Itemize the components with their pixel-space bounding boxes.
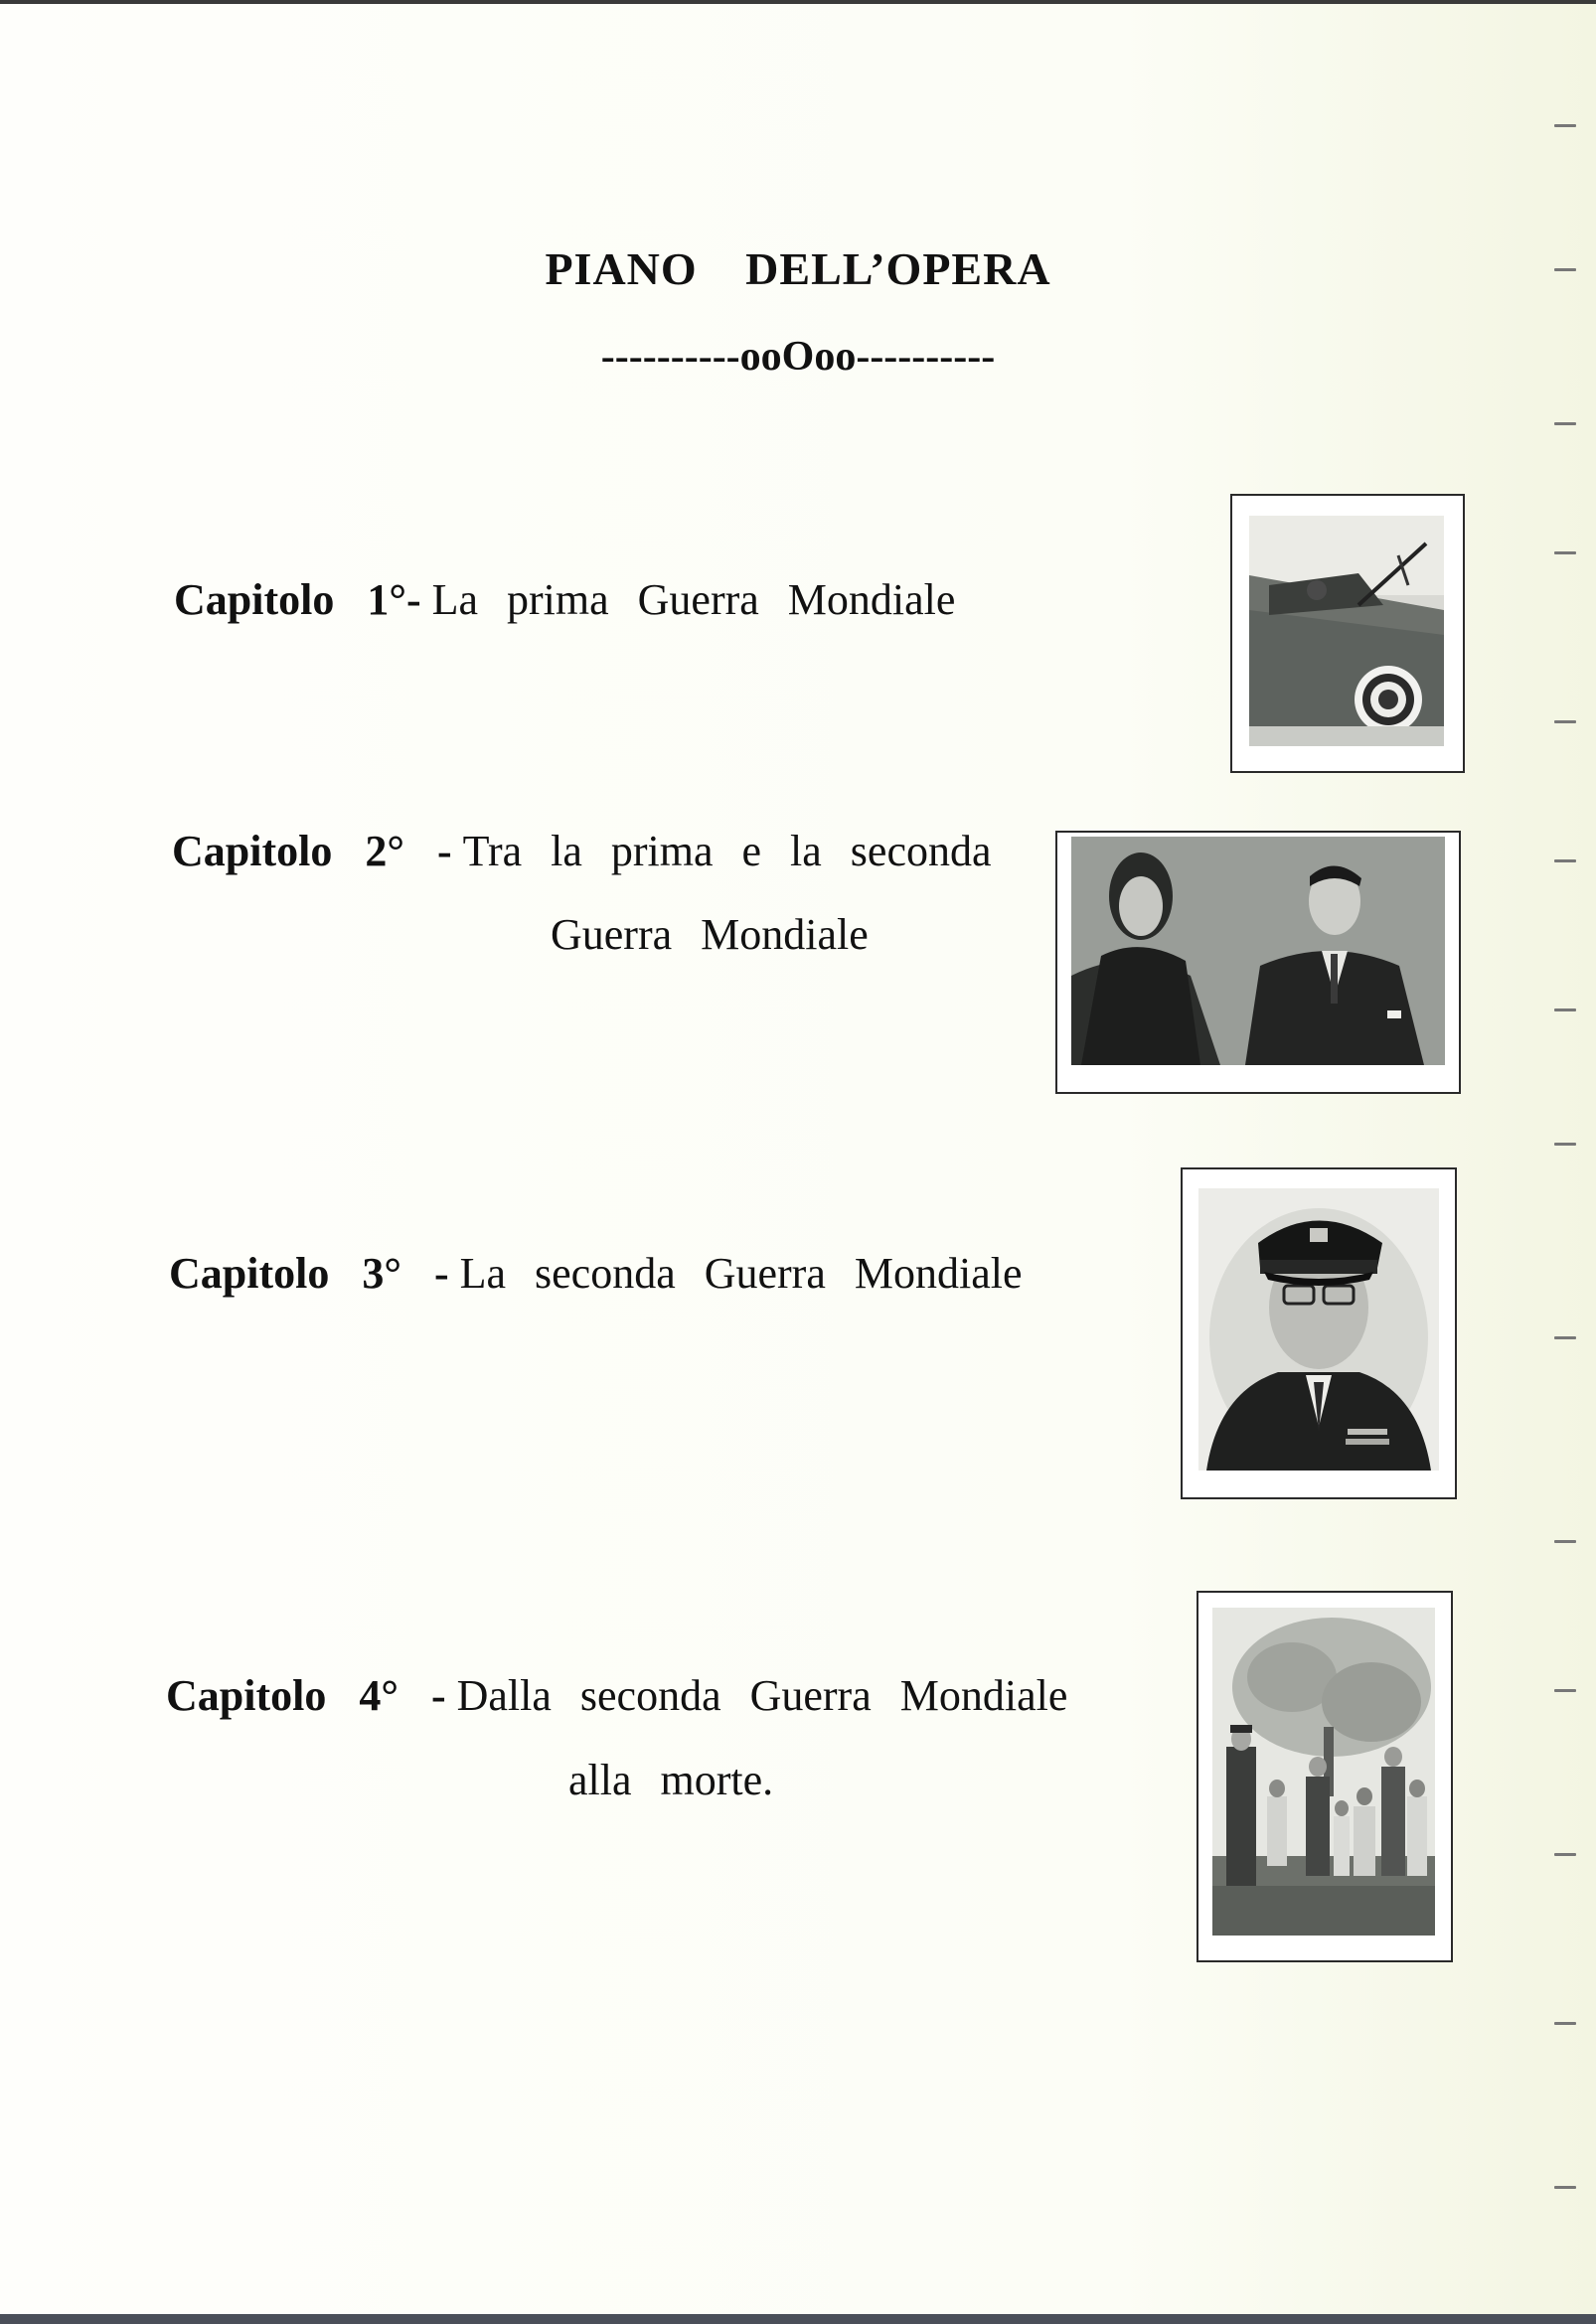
scan-top-edge: [0, 0, 1596, 4]
chapter-2-photo: [1055, 831, 1461, 1094]
biplane-image: [1249, 516, 1444, 746]
family-under-tree-image: [1212, 1608, 1435, 1936]
chapter-1-text: La prima Guerra Mondiale: [431, 575, 956, 624]
chapter-3-label: Capitolo 3° -: [169, 1249, 449, 1298]
chapter-2-label: Capitolo 2° -: [172, 827, 452, 875]
chapter-1: [174, 574, 955, 625]
chapter-2-text: Tra la prima e la seconda: [462, 827, 992, 875]
chapter-3-photo: [1181, 1167, 1457, 1499]
chapter-4-photo: [1197, 1591, 1453, 1962]
page-title: PIANO DELL’OPERA: [545, 243, 1051, 294]
chapter-4-continuation: alla morte.: [568, 1756, 774, 1804]
chapter-2: [172, 826, 992, 876]
chapter-1-label: Capitolo 1°-: [174, 575, 421, 624]
chapter-4-label: Capitolo 4° -: [166, 1671, 446, 1720]
scan-bottom-edge: [0, 2314, 1596, 2324]
chapter-1-photo: [1230, 494, 1465, 773]
title-ornament: ----------ooOoo----------: [600, 334, 996, 380]
chapter-2-continuation: Guerra Mondiale: [551, 910, 869, 959]
chapter-3-text: La seconda Guerra Mondiale: [459, 1249, 1023, 1298]
couple-portrait-image: [1071, 837, 1445, 1065]
chapter-4-text: Dalla seconda Guerra Mondiale: [456, 1671, 1068, 1720]
officer-portrait-image: [1198, 1188, 1439, 1471]
chapter-3: [169, 1248, 1023, 1299]
chapter-4: [166, 1670, 1067, 1721]
